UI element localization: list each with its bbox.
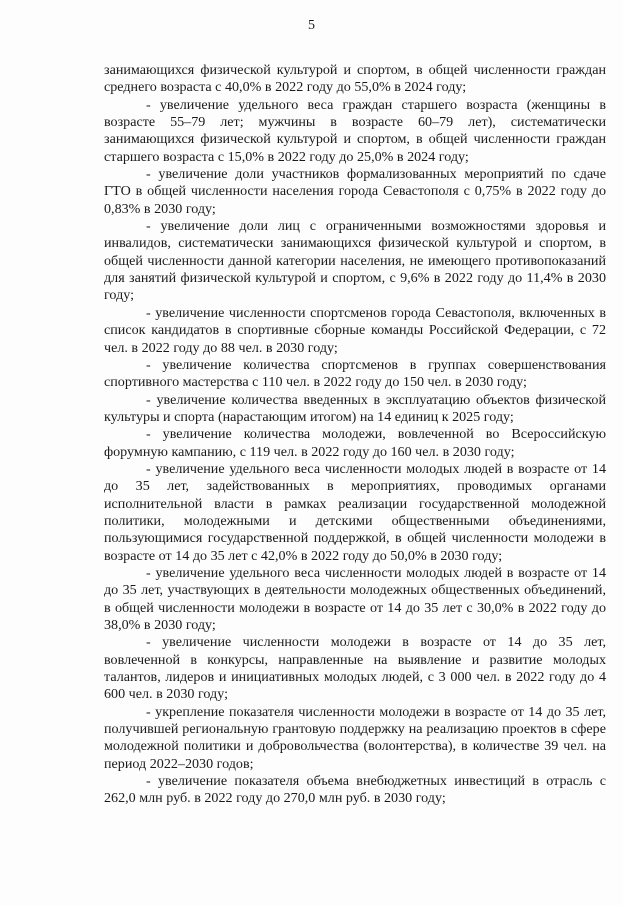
paragraph: - увеличение удельного веса граждан старшего возраста (женщины в возрасте 55–79 лет; мужчины в возрасте 60–79 лет), систематически занимающихся физической культурой и спортом, в общей численности граждан старшего возраста с 15,0% в 2022 году до 25,0% в 2024 году; [104, 96, 606, 165]
paragraph: - увеличение количества молодежи, вовлеченной во Всероссийскую форумную кампанию, с 119 чел. в 2022 году до 160 чел. в 2030 году; [104, 426, 606, 460]
paragraph: - увеличение численности молодежи в возрасте от 14 до 35 лет, вовлеченной в конкурсы, направленные на выявление и развитие молодых талантов, лидеров и инициативных молодых людей, с 3 000 чел. в 2022 году до 4 600 чел. в 2030 году; [104, 634, 606, 703]
paragraph: - увеличение количества спортсменов в группах совершенствования спортивного мастерства с 110 чел. в 2022 году до 150 чел. в 2030 году; [104, 356, 606, 391]
paragraph: - увеличение численности спортсменов города Севастополя, включенных в список кандидатов в спортивные сборные команды Российской Федерации, с 72 чел. в 2022 году до 88 чел. в 2030 году; [104, 304, 606, 356]
paragraph: - увеличение удельного веса численности молодых людей в возрасте от 14 до 35 лет, задействованных в мероприятиях, проводимых органами исполнительной власти в рамках реализации государственной молодежной политики, молодежными и детскими общественными объединениями, пользующимися государственной поддержкой, в общей численности молодежи в возрасте от 14 до 35 лет с 42,0% в 2022 году до 50,0% в 2030 году; [104, 460, 606, 564]
document-body [104, 62, 606, 808]
paragraph: - увеличение доли лиц с ограниченными возможностями здоровья и инвалидов, систематически занимающихся физической культурой и спортом, в общей численности данной категории населения, не имеющего противопоказаний для занятий физической культурой и спортом, с 9,6% в 2022 году до 11,4% в 2030 году; [104, 218, 606, 304]
page-number: 5 [308, 18, 315, 33]
paragraph: занимающихся физической культурой и спортом, в общей численности граждан среднего возраста с 40,0% в 2022 году до 55,0% в 2024 году; [104, 62, 606, 96]
paragraph: - увеличение доли участников формализованных мероприятий по сдаче ГТО в общей численности населения города Севастополя с 0,75% в 2022 году до 0,83% в 2030 году; [104, 166, 606, 217]
paragraph: - укрепление показателя численности молодежи в возрасте от 14 до 35 лет, получившей региональную грантовую поддержку на реализацию проектов в сфере молодежной политики и добровольчества (волонтерства), в количестве 39 чел. на период 2022–2030 годов; [104, 703, 606, 772]
paragraph: - увеличение показателя объема внебюджетных инвестиций в отрасль с 262,0 млн руб. в 2022 году до 270,0 млн руб. в 2030 году; [104, 773, 606, 807]
paragraph: - увеличение удельного веса численности молодых людей в возрасте от 14 до 35 лет, участвующих в деятельности молодежных общественных объединений, в общей численности молодежи в возрасте от 14 до 35 лет с 30,0% в 2022 году до 38,0% в 2030 году; [104, 564, 606, 633]
paragraph: - увеличение количества введенных в эксплуатацию объектов физической культуры и спорта (нарастающим итогом) на 14 единиц к 2025 году; [104, 391, 606, 425]
